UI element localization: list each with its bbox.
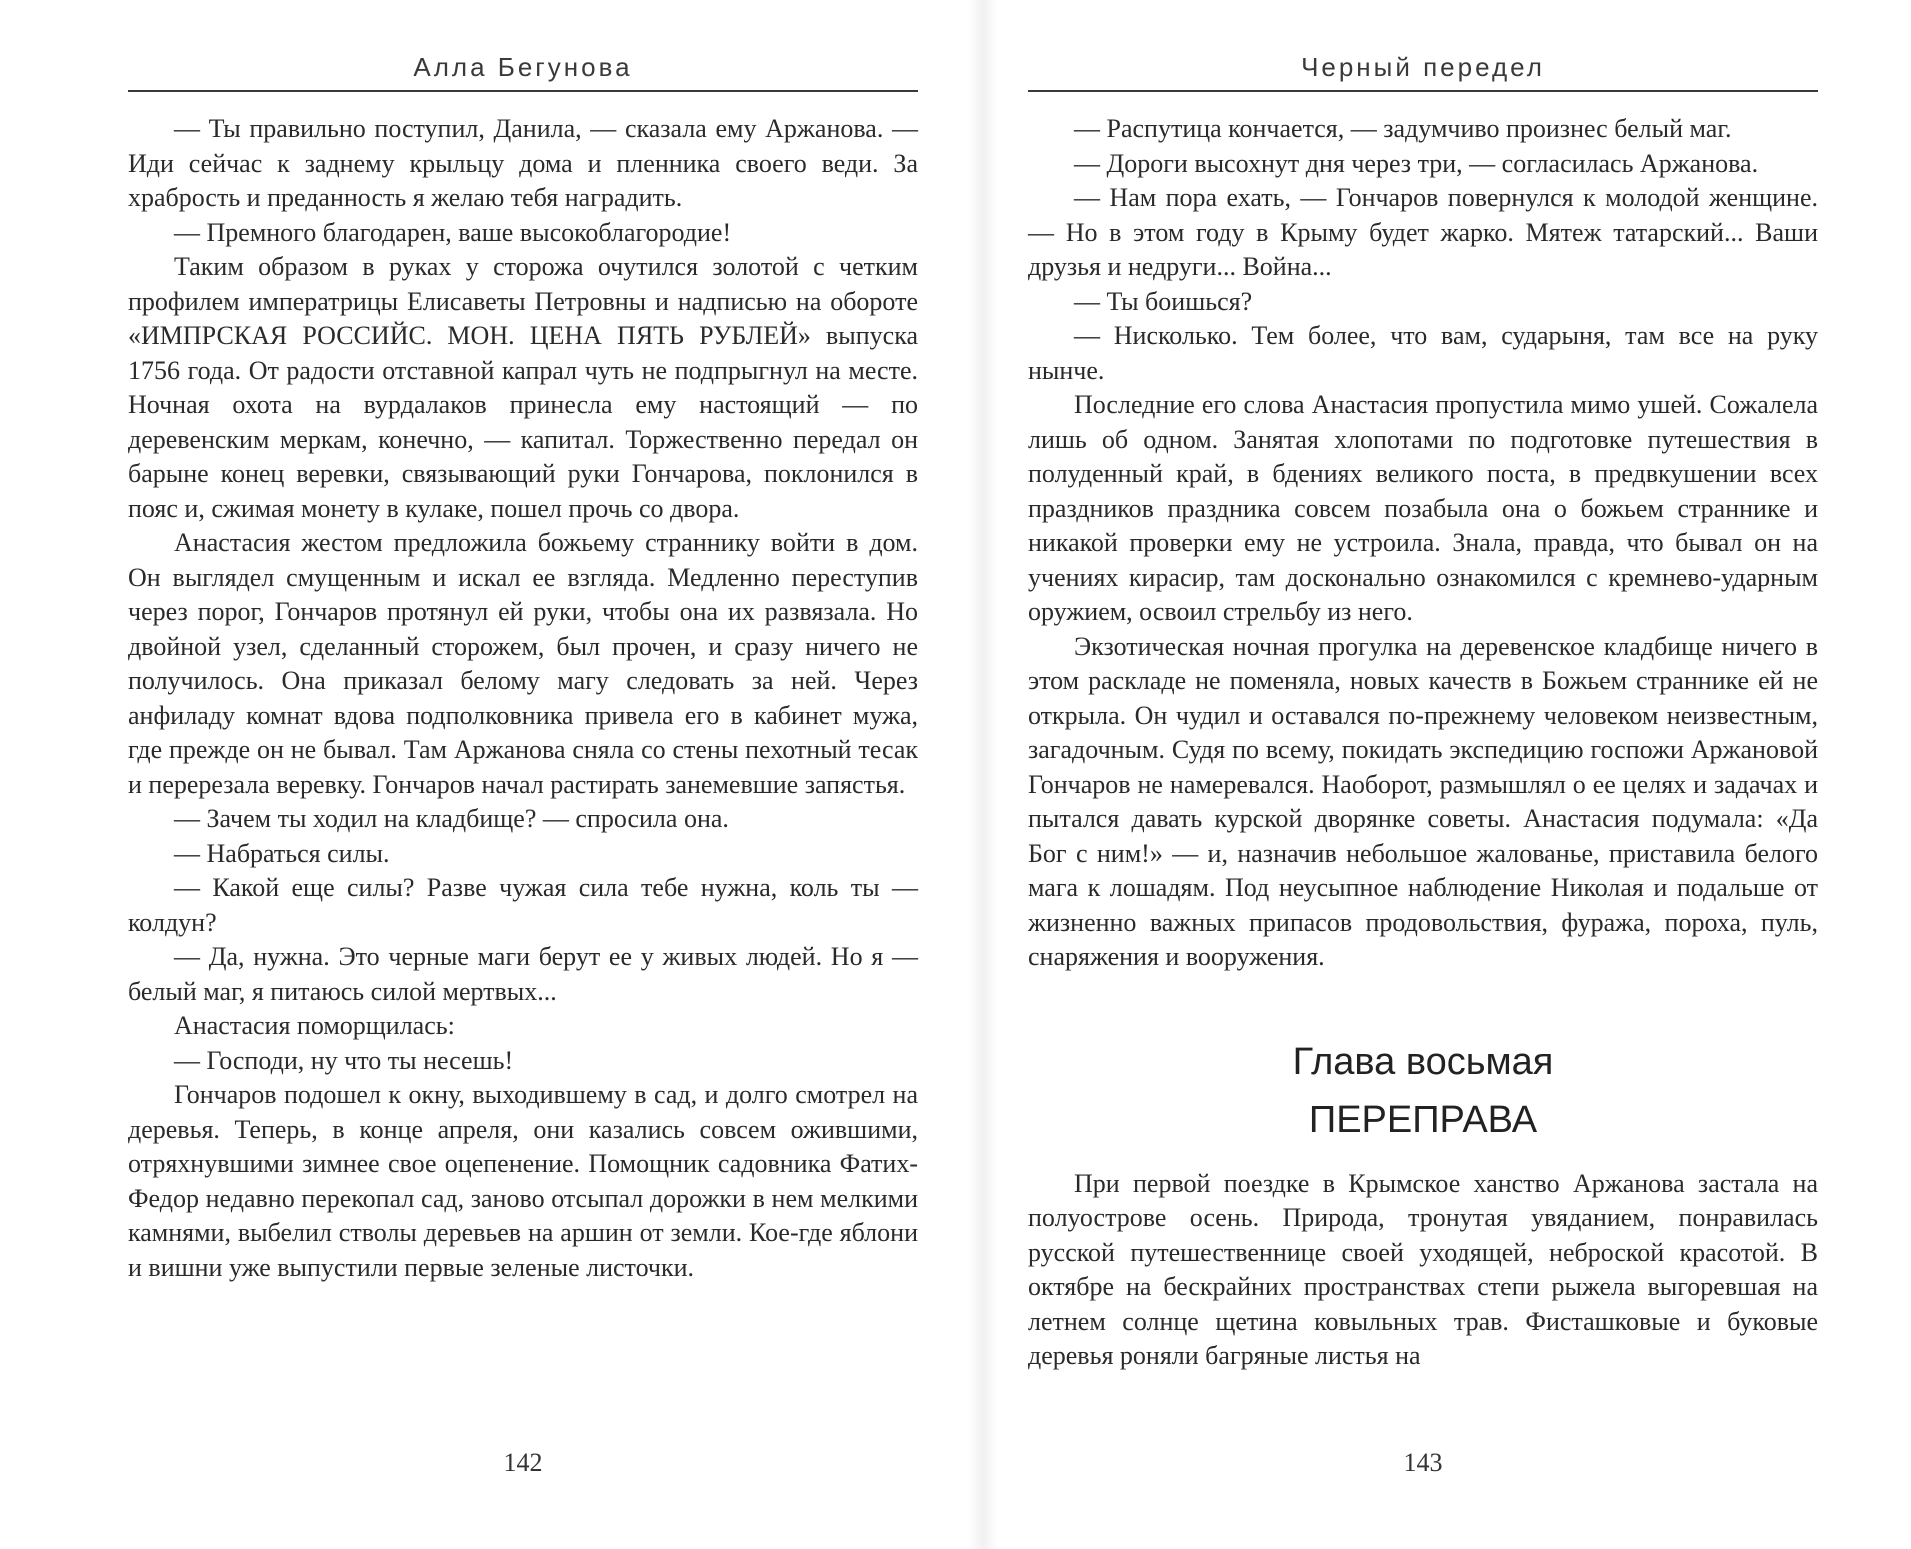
paragraph: Анастасия поморщилась:	[174, 1011, 455, 1040]
paragraph: — Зачем ты ходил на кладбище? — спросила она.	[174, 804, 729, 833]
header-rule	[128, 90, 918, 92]
header-rule	[1028, 90, 1818, 92]
right-page-text	[1028, 112, 1818, 1374]
chapter-title: Глава восьмая	[1292, 1040, 1554, 1083]
paragraph: — Господи, ну что ты несешь!	[174, 1045, 514, 1075]
chapter-heading	[1028, 1033, 1818, 1149]
page-number-left: 142	[503, 1448, 543, 1477]
paragraph: — Дороги высохнут дня через три, — согласилась Аржанова.	[1074, 148, 1759, 178]
chapter-subtitle: ПЕРЕПРАВА	[1308, 1098, 1538, 1141]
left-page-text	[128, 112, 918, 1285]
paragraph: — Какой еще силы? Разве чужая сила тебе нужна, коль ты — колдун?	[128, 873, 918, 937]
paragraph: — Нам пора ехать, — Гончаров повернулся к молодой женщине. — Но в этом году в Крыму будет жарко. Мятеж татарский... Ваши друзья и недруги... Война...	[1028, 183, 1818, 281]
paragraph: При первой поездке в Крымское ханство Аржанова застала на полуострове осень. Природа, тронутая увяданием, понравилась русской путешественнице своей уходящей, неброской красотой. В октябре на бескрайних пространствах степи рыжела выгоревшая на летнем солнце щетина ковыльных трав. Фисташковые и буковые деревья роняли багряные листья на	[1028, 1168, 1818, 1370]
paragraph: — Ты правильно поступил, Данила, — сказала ему Аржанова. — Иди сейчас к заднему крыльцу дома и пленника своего веди. За храбрость и преданность я желаю тебя наградить.	[128, 114, 918, 212]
paragraph: — Нисколько. Тем более, что вам, сударыня, там все на руку нынче.	[1028, 321, 1818, 385]
paragraph: Последние его слова Анастасия пропустила мимо ушей. Сожалела лишь об одном. Занятая хлопотами по подготовке путешествия в полуденный край, в бдениях великого поста, в предвкушении всех праздников праздника совсем позабыла она о божьем страннике и никакой проверки ему не устроила. Знала, правда, что бывал он на учениях кирасир, там досконально ознакомился с кремнево-ударным оружием, освоил стрельбу из него.	[1028, 390, 1818, 626]
paragraph: Экзотическая ночная прогулка на деревенское кладбище ничего в этом раскладе не поменяла, новых качеств в Божьем страннике ей не открыла. Он чудил и оставался по-прежнему человеком неизвестным, загадочным. Судя по всему, покидать экспедицию госпожи Аржановой Гончаров не намеревался. Наоборот, размышлял о ее целях и задачах и пытался давать курской дворянке советы. Анастасия подумала: «Да Бог с ним!» — и, назначив небольшое жалованье, приставила белого мага к лошадям. Под неусыпное наблюдение Николая и подальше от жизненно важных припасов продовольствия, фуража, пороха, пуль, снаряжения и вооружения.	[1028, 631, 1818, 971]
paragraph: Гончаров подошел к окну, выходившему в сад, и долго смотрел на деревья. Теперь, в конце апреля, они казались совсем ожившими, отряхнувшими зимнее свое оцепенение. Помощник садовника Фатих-Федор недавно перекопал сад, заново отсыпал дорожки в нем мелкими камнями, выбелил стволы деревьев на аршин от земли. Кое-где яблони и вишни уже выпустили первые зеленые листочки.	[128, 1080, 918, 1282]
paragraph: — Распутица кончается, — задумчиво произнес белый маг.	[1074, 114, 1732, 143]
paragraph: — Да, нужна. Это черные маги берут ее у живых людей. Но я — белый маг, я питаюсь силой мертвых...	[128, 942, 918, 1006]
book-gutter	[968, 0, 998, 1549]
running-head-title: Черный передел	[1301, 52, 1545, 82]
paragraph: — Премного благодарен, ваше высокоблагородие!	[174, 217, 732, 247]
paragraph: — Набраться силы.	[174, 838, 390, 868]
running-head-author: Алла Бегунова	[413, 52, 633, 82]
paragraph: Таким образом в руках у сторожа очутился золотой с четким профилем императрицы Елисаветы Петровны и надписью на обороте «ИМПРСКАЯ РОССИЙС. МОН. ЦЕНА ПЯТЬ РУБЛЕЙ» выпуска 1756 года. От радости отставной капрал чуть не подпрыгнул на месте. Ночная охота на вурдалаков принесла ему настоящий — по деревенским меркам, конечно, — капитал. Торжественно передал он барыне конец веревки, связывающий руки Гончарова, поклонился в пояс и, сжимая монету в кулаке, пошел прочь со двора.	[128, 252, 918, 523]
page-number-right: 143	[1403, 1448, 1443, 1477]
paragraph: — Ты боишься?	[1074, 286, 1253, 316]
paragraph: Анастасия жестом предложила божьему страннику войти в дом. Он выглядел смущенным и искал ее взгляда. Медленно переступив через порог, Гончаров протянул ей руки, чтобы она их развязала. Но двойной узел, сделанный сторожем, был прочен, и сразу ничего не получилось. Она приказал белому магу следовать за ней. Через анфиладу комнат вдова подполковника привела его в кабинет мужа, где прежде он не бывал. Там Аржанова сняла со стены пехотный тесак и перерезала веревку. Гончаров начал растирать занемевшие запястья.	[128, 528, 918, 799]
